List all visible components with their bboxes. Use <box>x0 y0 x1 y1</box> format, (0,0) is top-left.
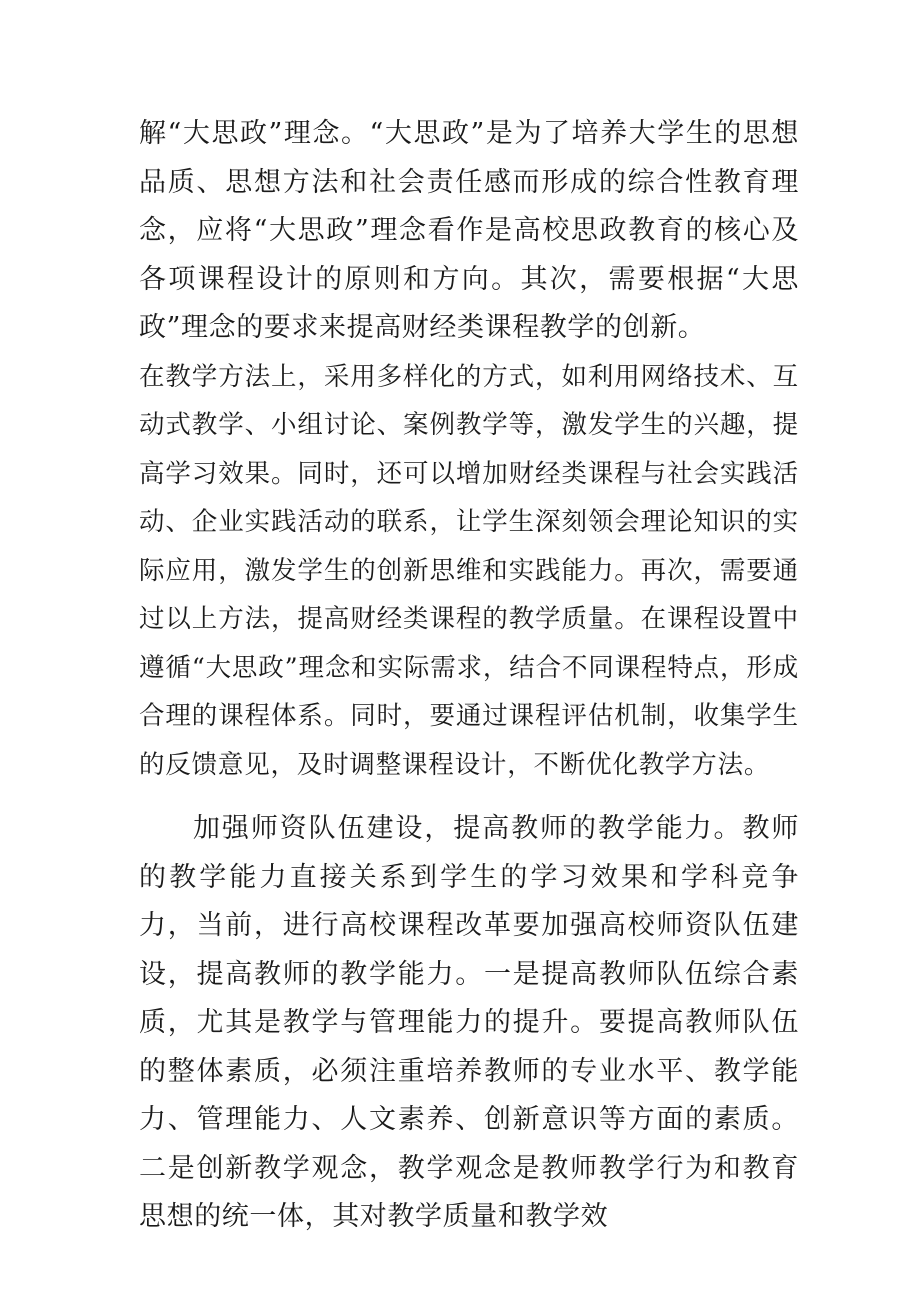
paragraph-teaching-methods: 在教学方法上，采用多样化的方式，如利用网络技术、互动式教学、小组讨论、案例教学等，激发学生的兴趣，提高学习效果。同时，还可以增加财经类课程与社会实践活动、企业实践活动的联系，让学生深刻领会理论知识的实际应用，激发学生的创新思维和实践能力。再次，需要通过以上方法，提高财经类课程的教学质量。在课程设置中遵循“大思政”理念和实际需求，结合不同课程特点，形成合理的课程体系。同时，要通过课程评估机制，收集学生的反馈意见，及时调整课程设计，不断优化教学方法。 <box>139 361 799 780</box>
paragraph-continuation: 解“大思政”理念。“大思政”是为了培养大学生的思想品质、思想方法和社会责任感而形成的综合性教育理念，应将“大思政”理念看作是高校思政教育的核心及各项课程设计的原则和方向。其次，需要根据“大思政”理念的要求来提高财经类课程教学的创新。 <box>139 118 799 343</box>
document-body <box>139 110 799 1242</box>
paragraph-faculty-building: 加强师资队伍建设，提高教师的教学能力。教师的教学能力直接关系到学生的学习效果和学科竞争力，当前，进行高校课程改革要加强高校师资队伍建设，提高教师的教学能力。一是提高教师队伍综合素质，尤其是教学与管理能力的提升。要提高教师队伍的整体素质，必须注重培养教师的专业水平、教学能力、管理能力、人文素养、创新意识等方面的素质。二是创新教学观念，教学观念是教师教学行为和教育思想的统一体，其对教学质量和教学效 <box>139 813 799 1232</box>
